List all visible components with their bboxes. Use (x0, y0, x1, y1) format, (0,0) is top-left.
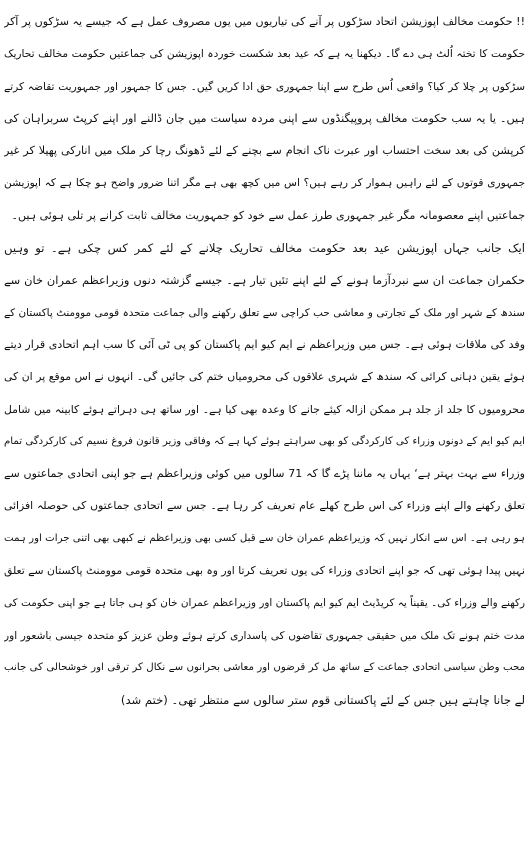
article-line: مدت ختم ہونے تک ملک میں حقیقی جمہوری تقاضوں کی پاسداری کرتے ہوئے وطن عزیز کو متحدہ جیسی باشعور اور (4, 629, 525, 642)
article-line: سڑکوں پر چلا کر کیا؟ واقعی اُس طرح سے اپنا جمہوری حق ادا کریں گیں۔ جس کا جمہور اور جمہوریت تقاضہ کرتے (4, 80, 525, 93)
article-line: حکمران جماعت ان سے نبردآزما ہونے کے لئے اپنے تئیں تیار ہے۔ جیسے گزشتہ دنوں وزیراعظم عمران خان سے (4, 273, 525, 288)
article-line: ایک جانب جہاں اپوزیشن عید بعد حکومت مخالف تحاریک چلانے کے لئے کمر کس چکی ہے۔ تو وہیں (4, 241, 525, 256)
article-line: لے جانا چاہتے ہیں جس کے لئے پاکستانی قوم ستر سالوں سے منتظر تھی۔ (ختم شد) (120, 693, 525, 708)
article-line: جمہوری قوتوں کے لئے راہیں ہموار کر رہے ہیں؟ اس میں کچھ بھی ہے مگر اتنا ضرور واضح ہو چکا ہے کہ اپوزیشن (4, 177, 525, 190)
article-body (4, 6, 525, 717)
article-line: وزراء سے بہت بہتر ہے‘ یہاں یہ ماننا پڑے گا کہ 71 سالوں میں کوئی وزیراعظم ہے جو اپنی اتحادی جماعتوں سے (4, 467, 525, 481)
article-line: تعلق رکھنے والے اپنے وزراء کی اس طرح کھلے عام تعریف کر رہا ہے۔ جس سے اتحادی جماعتوں کی حوصلہ افزائی (4, 499, 525, 513)
article-line: محب وطن سیاسی اتحادی جماعت کے ساتھ مل کر قرضوں اور معاشی بحرانوں سے نکال کر ترقی اور خوشحالی کی جانب (4, 661, 525, 673)
article-line: ہو رہی ہے۔ اس سے انکار نہیں کہ وزیراعظم عمران خان سے قبل کسی بھی وزیراعظم نے کبھی بھی اتنی جرات اور ہمت (4, 532, 525, 544)
article-line: حکومت کا تختہ اُلٹ ہی دے گا۔ دیکھنا یہ ہے کہ عید بعد شکست خوردہ اپوزیشن کی جماعتیں حکومت مخالف تحاریک (4, 48, 525, 61)
article-line: رکھنے والے وزراء کی۔ یقیناً یہ کریڈیٹ ایم کیو ایم پاکستان اور وزیراعظم عمران خان کو ہی جاتا ہے جو اپنی حکومت کی (4, 597, 525, 610)
article-line: وفد کی ملاقات ہوئی ہے۔ جس میں وزیراعظم نے ایم کیو ایم پاکستان کو پی ٹی آئی کا سب اہم اتحادی قرار دیتے (4, 337, 525, 351)
article-line: نہیں پیدا ہوئی تھی کہ جو اپنے اتحادی وزراء کی یوں تعریف کرتا اور وہ بھی متحدہ قومی موومنٹ پاکستان سے تعلق (4, 564, 525, 578)
article-line: جماعتیں اپنے معصومانہ مگر غیر جمہوری طرز عمل سے خود کو جمہوریت مخالف ثابت کرانے پر تلی ہوئی ہیں۔ (11, 208, 525, 222)
article-line: سندھ کے شہر اور ملک کے تجارتی و معاشی حب کراچی سے تعلق رکھنے والی جماعت متحدہ قومی موومنٹ پاکستان کے (4, 306, 525, 319)
article-line: محرومیوں کا جلد از جلد ہر ممکن ازالہ کیئے جانے کا وعدہ بھی کیا ہے۔ اور ساتھ ہی دہراتے ہوئے کابینہ میں شامل (4, 402, 525, 416)
article-line: !! حکومت مخالف اپوزیشن اتحاد سڑکوں پر آنے کی تیاریوں میں یوں مصروف عمل ہے کہ جیسے یہ سڑکوں پر آکر (4, 15, 525, 28)
article-line: کرپشن کی بعد سخت احتساب اور عبرت ناک انجام سے بچنے کے لئے ڈھونگ رچا کر ملک میں انارکی پھیلا کر غیر (4, 144, 525, 158)
article-line: ایم کیو ایم کے دونوں وزراء کی کارکردگی کو بھی سراہتے ہوئے کہا ہے کہ وفاقی وزیر قانون فروغ نسیم کی کارکردگی تمام (4, 435, 525, 447)
article-line: ہیں۔ یا یہ سب حکومت مخالف پروپیگنڈوں سے اپنی مردہ سیاست میں جان ڈالنے اور اپنے کرپٹ سربراہان کی (4, 111, 525, 125)
article-line: ہوئے یقین دہانی کرائی کہ سندھ کے شہری علاقوں کی محرومیاں ختم کی جائیں گی۔ انہوں نے اس موقع پر ان کی (4, 370, 525, 384)
